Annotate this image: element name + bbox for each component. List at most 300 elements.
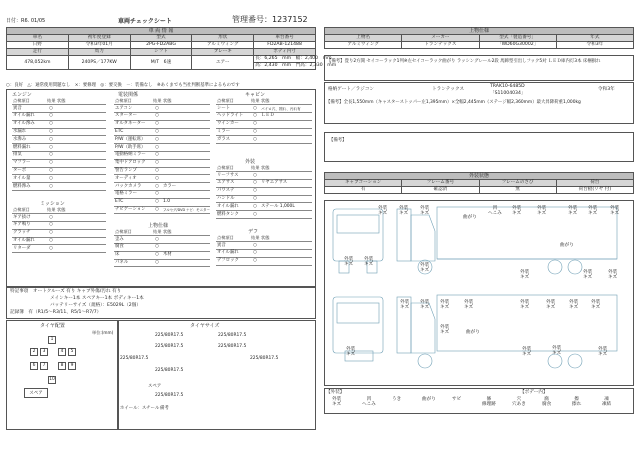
- cabin-table: [216, 97, 312, 144]
- appearance-table: [324, 172, 634, 194]
- engine-table: [12, 97, 106, 191]
- engine-item: オイル漏れ: [12, 113, 46, 121]
- general-remark: 【備考】: [324, 132, 634, 162]
- equip-state: 1.0: [162, 198, 210, 206]
- result: ○: [46, 113, 56, 121]
- dim-width: 幅：2,400 mm: [295, 56, 332, 61]
- body-dims-2: [254, 63, 337, 70]
- damage-mark: 曲がり: [463, 215, 477, 220]
- exterior-item: ハンドル: [216, 195, 250, 203]
- spare-label: スペア: [148, 384, 162, 389]
- chassis-number: FD2AB-121488: [254, 42, 316, 49]
- equip-item: ETC: [114, 128, 152, 136]
- engine-item: マフラー: [12, 159, 46, 167]
- damage-mark: 外装 キズ: [546, 300, 556, 310]
- tire-size: 225/80R17.5: [155, 333, 184, 338]
- label: フレーム番号: [402, 180, 479, 187]
- equip-title: 電装関係: [118, 92, 139, 98]
- sheet-title: 車両チェックシート: [118, 18, 172, 25]
- result: ○: [46, 120, 56, 128]
- cargo-bed: 荷台板(リヤ 付): [556, 187, 633, 194]
- col: 点検項目: [114, 97, 152, 105]
- label: 年式: [556, 35, 633, 42]
- upper-item: 歪み: [114, 236, 152, 244]
- label: 初年度登録: [68, 35, 130, 42]
- result: ○: [250, 250, 260, 258]
- cabin-item: ウインカー: [216, 120, 250, 128]
- equip-item: P/W（運転席）: [114, 136, 152, 144]
- special-notes: [6, 287, 316, 319]
- damage-mark: 外装 キズ: [512, 206, 522, 216]
- damage-mark: 外装 キズ: [610, 206, 620, 216]
- spare-size: 225/80R17.5: [155, 393, 184, 398]
- damage-mark: 凹 へこみ: [488, 206, 502, 216]
- equip-item: スターター: [114, 113, 152, 121]
- equip-item: ナビゲーション: [114, 206, 152, 214]
- wheel-type: ホイール：スチール: [120, 406, 160, 411]
- legend-symbol: 穴 穴あき: [512, 397, 526, 407]
- damage-mark: 外装 キズ: [464, 300, 474, 310]
- equip-item: エアコン: [114, 105, 152, 113]
- equip-state: [162, 120, 210, 128]
- tire-size: 225/80R17.5: [120, 356, 149, 361]
- equip-state: [162, 152, 210, 160]
- damage-mark: 外装 キズ: [344, 257, 354, 267]
- exterior-item: パワステ: [216, 187, 250, 195]
- exterior-state: [260, 187, 312, 195]
- tire-9: 9: [68, 362, 76, 370]
- tire-size-title: タイヤサイズ: [190, 323, 220, 329]
- cabin-item: ヘッドライト: [216, 113, 250, 121]
- result: ○: [46, 229, 56, 237]
- mission-table: [12, 206, 106, 253]
- legend-symbol: うき: [392, 397, 402, 402]
- upper-spec-table: [324, 27, 634, 49]
- result: ○: [250, 195, 260, 203]
- label: ボディ内寸: [254, 49, 316, 56]
- exterior-state: [260, 195, 312, 203]
- result: ○: [250, 113, 260, 121]
- result: ○: [250, 172, 260, 180]
- legend-item: △：通常使用問題なし: [27, 83, 71, 88]
- exterior-title: 外装: [245, 159, 256, 165]
- exterior-item: エアサス: [216, 180, 250, 188]
- mission-item: オイル漏れ: [12, 237, 46, 245]
- damage-mark: 外装 キズ: [591, 300, 601, 310]
- col: 点検項目: [216, 164, 250, 172]
- upper-state: [162, 236, 210, 244]
- equip-state: [162, 136, 210, 144]
- result: ○: [152, 152, 162, 160]
- engine-item: ターボ: [12, 167, 46, 175]
- notes-label: 特記事項: [10, 289, 29, 294]
- spare-tire: スペア: [24, 388, 48, 398]
- engine-item: 異音: [12, 105, 46, 113]
- legend-item: ○：良好: [6, 83, 24, 88]
- result: ○: [46, 136, 56, 144]
- legend-symbol: 外装 キズ: [332, 397, 342, 407]
- horsepower: 240PS／177KW: [68, 56, 130, 70]
- result: ○: [152, 183, 162, 191]
- engine-item: 水滲み: [12, 136, 46, 144]
- upper-state: 木材: [162, 251, 210, 259]
- tire-5: 5: [68, 348, 76, 356]
- appearance-title: 外装状態: [325, 173, 634, 180]
- tire-size: 225/80R17.5: [250, 356, 279, 361]
- lift-maker: トランテックス: [432, 87, 465, 92]
- dim-door-height: 門高：2,330 mm: [295, 63, 337, 68]
- legend-note: ※あくまでも当社判断基準によるものです: [156, 83, 240, 88]
- tire-8: 8: [58, 362, 66, 370]
- result: ○: [152, 159, 162, 167]
- damage-mark: 外装 キズ: [588, 206, 598, 216]
- record-label: 記録簿: [10, 310, 24, 315]
- damage-mark: 外装 キズ: [520, 270, 530, 280]
- equip-item: バックカメラ: [114, 183, 152, 191]
- result: ○: [152, 105, 162, 113]
- legend-symbol: 凹 へこみ: [362, 397, 376, 407]
- result: ○: [46, 105, 56, 113]
- damage-mark: 外装 キズ: [420, 206, 430, 216]
- upper-state: [162, 244, 210, 252]
- result: ○: [46, 222, 56, 230]
- result: ○: [152, 251, 162, 259]
- engine-item: 燃料漏れ: [12, 144, 46, 152]
- lift-year: 令和3年: [598, 87, 615, 92]
- tire-4: 4: [58, 348, 66, 356]
- equip-state: [162, 167, 210, 175]
- col: 点検項目: [12, 97, 46, 105]
- label: メーカー: [402, 35, 479, 42]
- wheel-note: 備考: [160, 406, 169, 411]
- damage-mark: 外装 キズ: [378, 206, 388, 216]
- label: 荷台: [556, 180, 633, 187]
- result: ○: [250, 203, 260, 211]
- lift-remark: [326, 99, 632, 106]
- engine-item: 排気: [12, 152, 46, 160]
- damage-mark: 曲がり: [560, 243, 574, 248]
- legend-symbol: 曲がり: [422, 397, 436, 402]
- result: ○: [250, 128, 260, 136]
- exterior-state: [260, 211, 312, 219]
- result: ○: [46, 183, 56, 191]
- frame-number: 確認済: [402, 187, 479, 194]
- result: ○: [46, 214, 56, 222]
- def-item: オイル漏れ: [216, 250, 250, 258]
- result: ○: [152, 244, 162, 252]
- notes-line: オートクルーズ 有り キャブ外傷/汚れ 有り: [33, 289, 122, 294]
- cabin-item: ガラス: [216, 136, 250, 144]
- cabin-item: ミラー: [216, 128, 250, 136]
- result: ○: [152, 120, 162, 128]
- damage-mark: 外装 キズ: [440, 300, 450, 310]
- damage-mark: 外装 キズ: [520, 300, 530, 310]
- col: 状態: [260, 164, 312, 172]
- result: ○: [46, 159, 56, 167]
- label: 走行: [7, 49, 69, 56]
- upper-check-title: 上物仕様: [148, 223, 169, 229]
- equip-state: [162, 175, 210, 183]
- truck-outline: [325, 201, 635, 387]
- label: 上物名: [325, 35, 402, 42]
- vehicle-info-title: 車 両 情 報: [7, 28, 316, 35]
- upper-name: アルミウィング: [325, 42, 402, 49]
- tire-size: 225/80R17.5: [155, 368, 184, 373]
- damage-mark: 外装 キズ: [522, 347, 532, 357]
- tire-size-box: [118, 320, 316, 430]
- result: ○: [152, 259, 162, 267]
- dim-height: 高：2,430 mm: [255, 63, 292, 68]
- col: 結果: [250, 234, 260, 242]
- result: ○: [46, 175, 56, 183]
- legend-body-title: 【ボデー内】: [520, 390, 548, 395]
- result: ○: [46, 144, 56, 152]
- col: 状態: [162, 228, 210, 236]
- tire-2: 2: [30, 348, 38, 356]
- result: ○: [250, 187, 260, 195]
- engine-item: オイル量: [12, 175, 46, 183]
- result: ○: [46, 152, 56, 160]
- body-shape: アルミウィング: [192, 42, 254, 49]
- damage-mark: 外装 キズ: [399, 206, 409, 216]
- brake: エアー: [192, 56, 254, 70]
- mission-item: リターダ: [12, 245, 46, 253]
- tire-10: 10: [49, 377, 55, 382]
- result: ○: [46, 245, 56, 253]
- upper-remark: [324, 55, 634, 81]
- def-item: デフロック: [216, 257, 250, 265]
- label: キャブコーション: [325, 180, 402, 187]
- upper-year: 令和3年: [556, 42, 633, 49]
- legend-item: －：装備なし: [126, 83, 153, 88]
- tire-unit: 単位:(mm): [92, 330, 114, 335]
- cabin-state: ＬＥＤ: [260, 113, 312, 121]
- damage-mark: 外装 キズ: [583, 270, 593, 280]
- label: 形状: [192, 35, 254, 42]
- record-value: 有（R1/5〜R3/11、R5/1〜R7/7）: [28, 310, 102, 315]
- label: 車名: [7, 35, 69, 42]
- col: 結果: [250, 97, 260, 105]
- col: 結果: [250, 164, 260, 172]
- def-table: [216, 234, 312, 266]
- exterior-item: 燃料タンク: [216, 211, 250, 219]
- result: ○: [152, 175, 162, 183]
- exterior-state: [260, 172, 312, 180]
- mission-item: クラッチ: [12, 229, 46, 237]
- tire-size: 225/80R17.5: [155, 344, 184, 349]
- remark-text: 畳り2方開 セイコーラック1列※左セイコーラック曲がり ラッシングレール2段 馬蹄型引出しフック5対 ＬＥＤ庫内灯3本 床梱損れ: [344, 59, 601, 64]
- col: 状態: [260, 234, 312, 242]
- col: 結果: [46, 97, 56, 105]
- tire-size: 225/80R17.5: [218, 333, 247, 338]
- equip-state: [162, 128, 210, 136]
- exterior-item: リーフサス: [216, 172, 250, 180]
- equip-state: [162, 159, 210, 167]
- result: ○: [46, 167, 56, 175]
- damage-mark: 外装 キズ: [537, 206, 547, 216]
- first-registration: 令和3年01月: [68, 42, 130, 49]
- damage-mark: 外装 キズ: [420, 263, 430, 273]
- legend-symbol: サビ: [452, 397, 462, 402]
- col: 状態: [162, 97, 210, 105]
- damage-mark: 外装 キズ: [568, 206, 578, 216]
- damage-mark: 外装 キズ: [608, 270, 618, 280]
- col: 状態: [56, 206, 106, 214]
- label: シフト: [130, 49, 192, 56]
- col: 結果: [46, 206, 56, 214]
- label: 型式「製造番号」: [479, 35, 556, 42]
- damage-mark: 外装 キズ: [440, 325, 450, 335]
- mission-item: ギア抜け: [12, 214, 46, 222]
- result: ○: [152, 128, 162, 136]
- equip-item: オルタネーター: [114, 120, 152, 128]
- remark-label: 【備考】: [326, 100, 344, 105]
- damage-diagram: [324, 200, 634, 386]
- damage-mark: 外装 キズ: [569, 300, 579, 310]
- equip-item: 電格ミラー: [114, 191, 152, 199]
- exterior-table: [216, 164, 312, 219]
- notes-line: バッテリーサイズ（規格）：E5029L（2個）: [50, 303, 141, 308]
- result: ○: [46, 237, 56, 245]
- cabin-state: パイロ穴、擦れ、汚れ有: [260, 105, 312, 113]
- legend-item: ×：要修理: [74, 83, 96, 88]
- notes-line: メインキー1本 スペアキー1本 ボディキー1本: [50, 296, 144, 301]
- dim-length: 長：6,265 mm: [255, 56, 292, 61]
- mileage: 478,052km: [7, 56, 69, 70]
- equip-state: [162, 105, 210, 113]
- tire-pos-title: タイヤ配置: [40, 323, 65, 329]
- tire-1: 1: [48, 336, 56, 344]
- label: ブレーキ: [192, 49, 254, 56]
- shift: M/T 6速: [130, 56, 192, 70]
- tire-3: 3: [40, 348, 48, 356]
- result: ○: [250, 257, 260, 265]
- label: フレームのさび: [479, 180, 556, 187]
- result: ○: [152, 167, 162, 175]
- result: ○: [250, 136, 260, 144]
- management-number: [232, 14, 308, 25]
- result: ○: [152, 144, 162, 152]
- tire-6: 6: [30, 362, 38, 370]
- label: 車台番号: [254, 35, 316, 42]
- equip-state: [162, 144, 210, 152]
- engine-item: 燃料滲み: [12, 183, 46, 191]
- legend-symbol: 擦 擦れ: [572, 397, 582, 407]
- equip-state: カラー: [162, 183, 210, 191]
- tire-7: 7: [40, 362, 48, 370]
- tire-size: 225/80R17.5: [218, 344, 247, 349]
- col: 結果: [152, 228, 162, 236]
- col: 点検項目: [12, 206, 46, 214]
- result: ○: [250, 120, 260, 128]
- equip-item: 警告ランプ: [114, 167, 152, 175]
- col: 点検項目: [216, 234, 250, 242]
- date-label: 日付：R6. 01/05: [6, 18, 46, 24]
- lift-serial: 「S11004034」: [490, 91, 526, 96]
- equip-state: フルセグ/DVD ナビ：モニター: [163, 208, 210, 213]
- upper-check-table: [114, 228, 210, 267]
- result: ○: [46, 128, 56, 136]
- legend-symbol: 修 修理跡: [482, 397, 496, 407]
- exterior-state: リヤエアサス: [260, 180, 312, 188]
- result: ○: [152, 113, 162, 121]
- equip-item: 集中ドアロック: [114, 159, 152, 167]
- damage-mark: 外装 キズ: [364, 257, 374, 267]
- col: 点検項目: [216, 97, 250, 105]
- car-name: 日野: [7, 42, 69, 49]
- mgmt-no: 1237152: [272, 15, 308, 24]
- damage-mark: 外装 キズ: [420, 300, 430, 310]
- upper-item: 床: [114, 251, 152, 259]
- cabin-item: シート: [216, 105, 250, 113]
- engine-item: 水漏れ: [12, 128, 46, 136]
- legend-exterior-title: 【外装】: [326, 390, 345, 395]
- equip-item: P/W（助手席）: [114, 144, 152, 152]
- body-dims: [254, 56, 332, 63]
- result: ○: [152, 236, 162, 244]
- result: ○: [152, 206, 162, 214]
- cabin-title: キャビン: [245, 92, 266, 98]
- result: ○: [250, 180, 260, 188]
- engine-title: エンジン: [12, 92, 32, 98]
- def-item: 異音: [216, 242, 250, 250]
- result: ○: [250, 105, 260, 113]
- damage-mark: 曲がり: [466, 330, 480, 335]
- col: 状態: [56, 97, 106, 105]
- damage-mark: 外装 キズ: [598, 347, 608, 357]
- equip-state: [162, 191, 210, 199]
- equip-state: [162, 113, 210, 121]
- def-title: デフ: [248, 229, 259, 235]
- legend: [6, 82, 240, 88]
- frame-rust: 無: [479, 187, 556, 194]
- col: 結果: [152, 97, 162, 105]
- result: ○: [250, 211, 260, 219]
- mission-item: ギア鳴り: [12, 222, 46, 230]
- equip-table: [114, 97, 210, 214]
- legend-item: ◎：要交換: [100, 83, 122, 88]
- legend-symbol: 腐 腐食: [542, 397, 552, 407]
- result: ○: [152, 198, 162, 206]
- engine-item: オイル滲み: [12, 120, 46, 128]
- upper-model: 「WD60G30002」: [479, 42, 556, 49]
- legend-symbol: 凍 凍結: [602, 397, 612, 407]
- cab-caution: 有: [325, 187, 402, 194]
- lift-model: TRAK10-6485D: [490, 84, 525, 89]
- col: 点検項目: [114, 228, 152, 236]
- upper-item: 腐食: [114, 244, 152, 252]
- mgmt-label: 管理番号：: [232, 15, 272, 24]
- damage-mark: 外装 キズ: [346, 347, 356, 357]
- equip-item: ETC: [114, 198, 152, 206]
- remark-text: 全長1,550mm（キャスターストッパー左1,395mm）×全幅2,445mm（ステージ幅2,360mm）最大昇降荷重1,000kg: [343, 100, 581, 105]
- upper-title: 上物仕様: [325, 28, 634, 35]
- lift-label: 格納ゲート／ラジコン: [328, 87, 374, 92]
- exterior-item: オイル漏れ: [216, 203, 250, 211]
- damage-mark: 外装 キズ: [552, 346, 562, 356]
- remark-label: 【備考】: [327, 59, 345, 64]
- damage-mark: 外装 キズ: [400, 300, 410, 310]
- upper-maker: トランテックス: [402, 42, 479, 49]
- label: 型式: [130, 35, 192, 42]
- result: ○: [250, 242, 260, 250]
- upper-item: パネル: [114, 259, 152, 267]
- equip-item: オーディオ: [114, 175, 152, 183]
- col: 状態: [260, 97, 312, 105]
- label: 馬力: [68, 49, 130, 56]
- exterior-state: ステール 1,000L: [260, 203, 312, 211]
- mission-title: ミッション: [40, 201, 65, 207]
